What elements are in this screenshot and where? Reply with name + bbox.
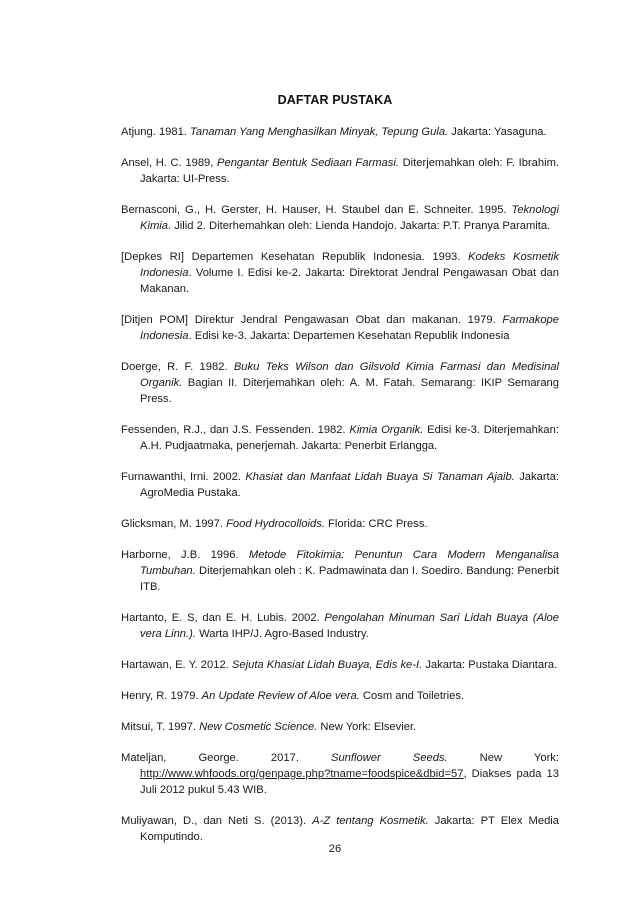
reference-title: Buku Teks Wilson dan Gilsvold Kimia Farmasi dan Medisinal Organik. [140,361,559,390]
reference-text: Mateljan, George. 2017. [121,751,331,764]
reference-text: Muliyawan, D., dan Neti S. (2013). [121,814,313,827]
reference-entry [121,657,559,673]
reference-text: Florida: CRC Press. [324,518,428,531]
reference-text: Jakarta: Pustaka Diantara. [422,659,558,672]
reference-title: Pengantar Bentuk Sediaan Farmasi. [217,156,399,169]
reference-entry [121,469,559,501]
reference-text: Cosm and Toiletries. [359,690,465,702]
reference-text: Jakarta: PT Elex Media Komputindo. [140,814,559,843]
reference-title: Pengolahan Minuman Sari Lidah Buaya (Aloe vera Linn.). [140,612,560,641]
reference-text: . Edisi ke-3. Jakarta: Departemen Kesehatan Republik Indonesia [188,330,510,343]
reference-title: Teknologi Kimia [140,203,559,232]
reference-text: Jakarta: AgroMedia Pustaka. [140,471,559,500]
reference-text: Harborne, J.B. 1996. [121,549,249,561]
reference-entry [121,155,559,187]
reference-entry [121,312,559,344]
reference-entry [121,750,559,799]
reference-entry [121,202,559,234]
reference-text: Diterjemahkan oleh: F. Ibrahim. Jakarta: UI-Press. [140,156,559,185]
page-title: DAFTAR PUSTAKA [277,93,393,107]
reference-text: Glicksman, M. 1997. [121,518,227,531]
reference-text: Hartanto, E. S, dan E. H. Lubis. 2002. [121,612,325,625]
reference-title: Sejuta Khasiat Lidah Buaya, Edis ke-I. [231,659,423,672]
reference-list [121,124,559,860]
reference-text: Doerge, R. F. 1982. [121,361,234,373]
reference-title: Kimia Organik. [349,424,424,437]
reference-title: Khasiat dan Manfaat Lidah Buaya Si Tanaman Ajaib. [245,471,515,484]
reference-text: Mitsui, T. 1997. [121,720,200,733]
reference-title: An Update Review of Aloe vera. [201,690,360,702]
reference-text: [Ditjen POM] Direktur Jendral Pengawasan Obat dan makanan. 1979. [121,314,503,326]
reference-text: Diterjemahkan oleh : K. Padmawinata dan I. Soediro. Bandung: Penerbit ITB. [140,565,559,594]
reference-title: Farmakope Indonesia [140,314,559,343]
reference-text: Bernasconi, G., H. Gerster, H. Hauser, H. Staubel dan E. Schneiter. 1995. [121,203,512,216]
reference-title: Tanaman Yang Menghasilkan Minyak, Tepung Gula. [190,126,449,138]
reference-text: [Depkes RI] Departemen Kesehatan Republik Indonesia. 1993. [121,250,469,263]
reference-entry [121,249,559,298]
reference-text: Ansel, H. C. 1989, [121,156,218,169]
page-number: 26 [328,843,342,855]
reference-entry [121,359,559,408]
reference-text: . Jilid 2. Diterhemahkan oleh: Lienda Handojo. Jakarta: P.T. Pranya Paramita. [167,220,551,232]
reference-title: Food Hydrocolloids. [226,518,325,531]
reference-text: Furnawanthi, Irni. 2002. [121,471,246,484]
reference-entry [121,688,559,704]
reference-entry [121,547,559,596]
reference-text: , Diakses pada 13 Juli 2012 pukul 5.43 WIB. [140,767,559,796]
reference-text: Fessenden, R.J., dan J.S. Fessenden. 1982. [121,424,350,437]
reference-entry [121,422,559,454]
reference-text: Warta IHP/J. Agro-Based Industry. [195,628,369,641]
reference-entry [121,516,559,532]
reference-text: Atjung. 1981. [121,126,191,138]
reference-entry [121,719,559,735]
reference-title: Sunflower Seeds. [330,751,448,764]
reference-title: New Cosmetic Science. [199,720,318,733]
reference-text: New York: [447,751,559,764]
reference-text: Jakarta: Yasaguna. [448,126,547,138]
reference-title: Kodeks Kosmetik Indonesia [140,250,559,279]
reference-title: A-Z tentang Kosmetik. [312,814,429,827]
reference-entry [121,813,559,845]
reference-link[interactable]: http://www.whfoods.org/genpage.php?tname=foodspice&dbid=57 [140,767,464,780]
reference-text: New York: Elsevier. [317,720,417,733]
reference-text: Bagian II. Diterjemahkan oleh: A. M. Fatah. Semarang: IKIP Semarang Press. [140,377,559,406]
reference-entry [121,124,559,140]
reference-text: Henry, R. 1979. [121,690,202,702]
reference-text: Edisi ke-3. Diterjemahkan: A.H. Pudjaatmaka, penerjemah. Jakarta: Penerbit Erlangga. [140,424,559,453]
reference-title: Metode Fitokimia: Penuntun Cara Modern Menganalisa Tumbuhan. [140,549,559,578]
reference-entry [121,610,559,642]
reference-text: Hartawan, E. Y. 2012. [121,659,232,672]
reference-text: . Volume I. Edisi ke-2. Jakarta: Direktorat Jendral Pengawasan Obat dan Makanan. [140,267,559,296]
